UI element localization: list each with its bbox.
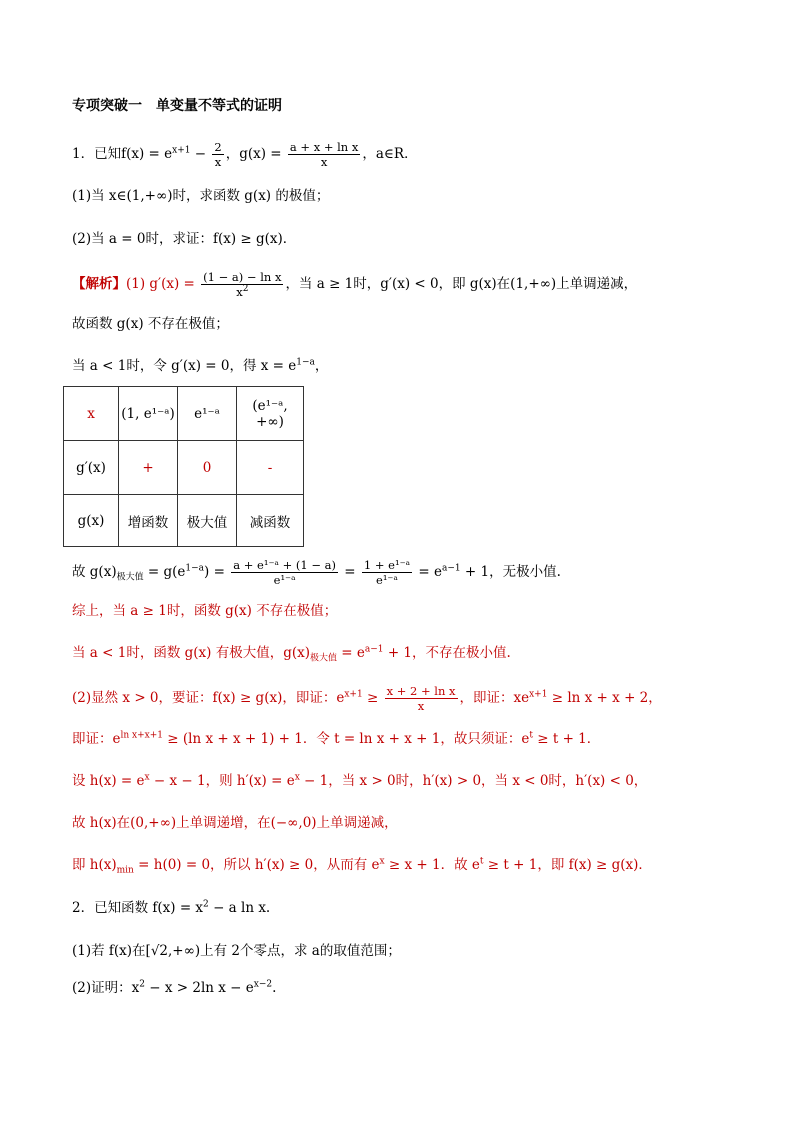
text: − a ln x. <box>208 900 271 916</box>
fraction <box>201 270 283 299</box>
subscript: min <box>116 865 134 876</box>
max-value-line <box>72 558 561 587</box>
f-definition: f(x) = e <box>121 146 173 162</box>
denominator: x <box>214 155 222 169</box>
exponent: t <box>529 730 533 741</box>
table-cell: g′(x) <box>64 441 119 495</box>
text: − <box>190 146 211 162</box>
fraction <box>231 558 338 587</box>
text: ≥ t + 1，即 f(x) ≥ g(x)． <box>483 857 652 873</box>
table-cell: (1, e¹⁻ᵃ) <box>119 387 178 441</box>
exponent: x+1 <box>172 145 191 156</box>
solution-2-line <box>72 684 662 713</box>
text: ≥ <box>362 690 383 706</box>
exponent: 2 <box>203 899 209 910</box>
table-row <box>64 387 304 441</box>
numerator: a + e¹⁻ᵃ + (1 − a) <box>233 558 336 572</box>
text: (1) g′(x) = <box>126 276 200 292</box>
text: ≥ (ln x + x + 1) + 1．令 t = ln x + x + 1，故只须证：e <box>163 731 530 747</box>
text: 设 h(x) = e <box>72 773 145 789</box>
text: ， <box>314 358 329 374</box>
numerator: x + 2 + ln x <box>386 684 456 698</box>
table-cell: e¹⁻ᵃ <box>178 387 237 441</box>
table-cell: 减函数 <box>237 495 304 547</box>
exponent: ln x+x+1 <box>120 730 163 741</box>
text: + 1，无极小值. <box>460 564 561 580</box>
text: ，即证：xe <box>459 690 530 706</box>
text: ，a∈R． <box>362 146 418 162</box>
table-cell: 极大值 <box>178 495 237 547</box>
text: . <box>272 980 277 996</box>
table-cell: + <box>119 441 178 495</box>
table-cell: x <box>64 387 119 441</box>
text: ≥ x + 1．故 e <box>384 857 480 873</box>
solution-line <box>72 855 652 875</box>
text: ≥ ln x + x + 2， <box>547 690 662 706</box>
denominator: e¹⁻ᵃ <box>273 573 296 587</box>
text: 当 a < 1时，令 g′(x) = 0，得 x = e <box>72 358 297 374</box>
exponent: x <box>294 772 300 783</box>
text: 即 h(x) <box>72 857 117 873</box>
solution-line <box>72 771 647 791</box>
text: + 1，不存在极小值. <box>383 645 511 661</box>
question-2-1: (1)若 f(x)在[√2,+∞)上有 2个零点，求 a的取值范围； <box>72 943 401 959</box>
solution-tag: 【解析】 <box>72 276 126 292</box>
denominator: e¹⁻ᵃ <box>376 573 398 587</box>
table-row <box>64 441 304 495</box>
exponent: x <box>379 856 385 867</box>
text: 即证：e <box>72 731 121 747</box>
summary-line: 综上，当 a ≥ 1时，函数 g(x) 不存在极值； <box>72 603 338 619</box>
problem-1-statement <box>72 140 418 169</box>
denominator <box>201 285 283 299</box>
text: x <box>236 285 243 299</box>
exponent: 2 <box>242 284 249 295</box>
solution-1-line <box>72 270 637 299</box>
text: (2)证明：x <box>72 980 140 996</box>
text: ) = <box>204 564 230 580</box>
subscript: 极大值 <box>309 653 337 664</box>
fraction <box>288 140 360 169</box>
exponent: a−1 <box>364 644 384 655</box>
table-cell: (e¹⁻ᵃ, +∞) <box>237 387 304 441</box>
solution-line: 故函数 g(x) 不存在极值； <box>72 316 229 332</box>
text: 1．已知 <box>72 146 122 162</box>
g-definition: g(x) = <box>239 146 286 162</box>
exponent: 2 <box>139 979 145 990</box>
question-2-2 <box>72 978 276 998</box>
text: = <box>339 564 360 580</box>
variation-table <box>63 386 304 547</box>
text: ≥ t + 1． <box>532 731 601 747</box>
solution-line: 故 h(x)在(0,+∞)上单调递增，在(−∞,0)上单调递减， <box>72 815 398 831</box>
numerator: 1 + e¹⁻ᵃ <box>363 558 411 572</box>
table-cell: - <box>237 441 304 495</box>
exponent: t <box>479 856 484 867</box>
solution-line <box>72 729 600 749</box>
subscript: 极大值 <box>116 572 144 583</box>
table-cell: g(x) <box>64 495 119 547</box>
numerator: (1 − a) − ln x <box>203 270 282 284</box>
problem-2-statement <box>72 898 270 918</box>
fraction <box>385 684 458 713</box>
table-cell: 增函数 <box>119 495 178 547</box>
exponent: x+1 <box>344 689 363 700</box>
text: 2．已知函数 f(x) = x <box>72 900 204 916</box>
text: ， <box>225 146 240 162</box>
table-row <box>64 495 304 547</box>
exponent: x−2 <box>253 979 273 990</box>
question-1-2: (2)当 a = 0时，求证：f(x) ≥ g(x)． <box>72 231 297 247</box>
table-cell: 0 <box>178 441 237 495</box>
fraction <box>212 140 223 169</box>
summary-line <box>72 643 511 663</box>
solution-line <box>72 356 328 376</box>
text: 故 g(x) <box>72 564 117 580</box>
denominator: x <box>320 155 328 169</box>
exponent: x+1 <box>529 689 548 700</box>
text: = e <box>414 564 442 580</box>
numerator: a + x + ln x <box>289 140 359 154</box>
page-title: 专项突破一 单变量不等式的证明 <box>72 98 282 114</box>
exponent: a−1 <box>441 563 461 574</box>
text: (2)显然 x > 0，要证：f(x) ≥ g(x)，即证：e <box>72 690 345 706</box>
text: − 1，当 x > 0时，h′(x) > 0，当 x < 0时，h′(x) < 0， <box>299 773 648 789</box>
text: ，当 a ≥ 1时，g′(x) < 0，即 g(x)在(1,+∞)上单调递减， <box>285 276 638 292</box>
question-1-1: (1)当 x∈(1,+∞)时，求函数 g(x) 的极值； <box>72 188 330 204</box>
text: − x − 1，则 h′(x) = e <box>149 773 295 789</box>
denominator: x <box>417 699 425 713</box>
numerator: 2 <box>214 140 222 154</box>
exponent: x <box>144 772 150 783</box>
exponent: 1−a <box>296 357 315 368</box>
text: = g(e <box>143 564 186 580</box>
text: = h(0) = 0，所以 h′(x) ≥ 0，从而有 e <box>133 857 380 873</box>
text: − x > 2ln x − e <box>144 980 254 996</box>
exponent: 1−a <box>185 563 205 574</box>
text: 当 a < 1时，函数 g(x) 有极大值，g(x) <box>72 645 310 661</box>
fraction <box>362 558 412 587</box>
text: = e <box>337 645 365 661</box>
